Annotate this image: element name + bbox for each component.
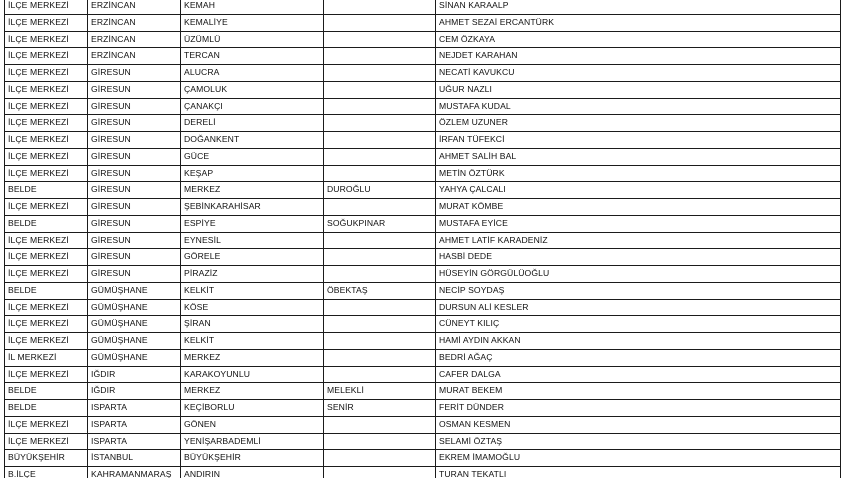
town-cell — [324, 299, 436, 316]
candidate-name-cell: HAMİ AYDIN AKKAN — [436, 333, 841, 350]
municipality-type-cell: İL MERKEZİ — [5, 349, 88, 366]
municipality-type-cell: İLÇE MERKEZİ — [5, 266, 88, 283]
town-cell — [324, 31, 436, 48]
table-row — [5, 98, 841, 115]
municipality-type-cell: İLÇE MERKEZİ — [5, 232, 88, 249]
district-cell: ÇANAKÇI — [181, 98, 324, 115]
town-cell — [324, 0, 436, 14]
district-cell: GÜCE — [181, 148, 324, 165]
town-cell — [324, 450, 436, 467]
district-cell: ÜZÜMLÜ — [181, 31, 324, 48]
table-row — [5, 433, 841, 450]
town-cell — [324, 132, 436, 149]
town-cell: DUROĞLU — [324, 182, 436, 199]
town-cell — [324, 366, 436, 383]
district-cell: ALUCRA — [181, 65, 324, 82]
municipality-type-cell: İLÇE MERKEZİ — [5, 249, 88, 266]
town-cell — [324, 249, 436, 266]
town-cell — [324, 199, 436, 216]
province-cell: ERZİNCAN — [88, 31, 181, 48]
municipality-type-cell: İLÇE MERKEZİ — [5, 98, 88, 115]
table-row — [5, 232, 841, 249]
town-cell — [324, 467, 436, 478]
candidate-name-cell: OSMAN KESMEN — [436, 416, 841, 433]
province-cell: ISPARTA — [88, 416, 181, 433]
candidate-name-cell: METİN ÖZTÜRK — [436, 165, 841, 182]
province-cell: ERZİNCAN — [88, 48, 181, 65]
province-cell: GÜMÜŞHANE — [88, 349, 181, 366]
town-cell: SOĞUKPINAR — [324, 215, 436, 232]
municipality-type-cell: İLÇE MERKEZİ — [5, 115, 88, 132]
table-row — [5, 65, 841, 82]
province-cell: GİRESUN — [88, 81, 181, 98]
table-row — [5, 416, 841, 433]
town-cell — [324, 433, 436, 450]
district-cell: ŞEBİNKARAHİSAR — [181, 199, 324, 216]
province-cell: GÜMÜŞHANE — [88, 333, 181, 350]
province-cell: GİRESUN — [88, 115, 181, 132]
town-cell — [324, 349, 436, 366]
municipality-type-cell: İLÇE MERKEZİ — [5, 148, 88, 165]
municipality-type-cell: İLÇE MERKEZİ — [5, 316, 88, 333]
municipality-type-cell: İLÇE MERKEZİ — [5, 0, 88, 14]
municipality-type-cell: İLÇE MERKEZİ — [5, 299, 88, 316]
province-cell: GİRESUN — [88, 132, 181, 149]
district-cell: KÖSE — [181, 299, 324, 316]
table-row — [5, 48, 841, 65]
town-cell — [324, 14, 436, 31]
province-cell: GİRESUN — [88, 249, 181, 266]
table-row — [5, 383, 841, 400]
candidate-name-cell: CEM ÖZKAYA — [436, 31, 841, 48]
table-row — [5, 0, 841, 14]
province-cell: GİRESUN — [88, 215, 181, 232]
candidate-name-cell: MUSTAFA KUDAL — [436, 98, 841, 115]
municipality-type-cell: BELDE — [5, 400, 88, 417]
table-row — [5, 81, 841, 98]
candidate-name-cell: CÜNEYT KILIÇ — [436, 316, 841, 333]
table-row — [5, 115, 841, 132]
province-cell: ERZİNCAN — [88, 14, 181, 31]
table-row — [5, 182, 841, 199]
municipality-type-cell: İLÇE MERKEZİ — [5, 48, 88, 65]
district-cell: PİRAZİZ — [181, 266, 324, 283]
town-cell — [324, 115, 436, 132]
municipality-type-cell: İLÇE MERKEZİ — [5, 14, 88, 31]
table-row — [5, 215, 841, 232]
municipality-type-cell: İLÇE MERKEZİ — [5, 132, 88, 149]
table-row — [5, 349, 841, 366]
candidate-name-cell: TURAN TEKATLI — [436, 467, 841, 478]
district-cell: YENİŞARBADEMLİ — [181, 433, 324, 450]
candidate-name-cell: ÖZLEM UZUNER — [436, 115, 841, 132]
district-cell: KEMALİYE — [181, 14, 324, 31]
district-cell: GÖRELE — [181, 249, 324, 266]
town-cell: ÖBEKTAŞ — [324, 282, 436, 299]
table-row — [5, 400, 841, 417]
province-cell: GİRESUN — [88, 199, 181, 216]
municipality-type-cell: İLÇE MERKEZİ — [5, 65, 88, 82]
district-cell: ÇAMOLUK — [181, 81, 324, 98]
candidate-name-cell: EKREM İMAMOĞLU — [436, 450, 841, 467]
province-cell: GÜMÜŞHANE — [88, 299, 181, 316]
town-cell — [324, 98, 436, 115]
municipality-type-cell: İLÇE MERKEZİ — [5, 31, 88, 48]
district-cell: ŞİRAN — [181, 316, 324, 333]
municipality-type-cell: BELDE — [5, 282, 88, 299]
candidate-name-cell: CAFER DALGA — [436, 366, 841, 383]
district-cell: ESPİYE — [181, 215, 324, 232]
province-cell: GİRESUN — [88, 182, 181, 199]
municipality-type-cell: İLÇE MERKEZİ — [5, 416, 88, 433]
candidate-name-cell: BEDRİ AĞAÇ — [436, 349, 841, 366]
district-cell: GÖNEN — [181, 416, 324, 433]
town-cell: MELEKLİ — [324, 383, 436, 400]
province-cell: ERZİNCAN — [88, 0, 181, 14]
district-cell: TERCAN — [181, 48, 324, 65]
table-row — [5, 366, 841, 383]
candidate-name-cell: NECATİ KAVUKCU — [436, 65, 841, 82]
candidate-name-cell: SELAMİ ÖZTAŞ — [436, 433, 841, 450]
district-cell: EYNESİL — [181, 232, 324, 249]
candidate-name-cell: AHMET SALİH BAL — [436, 148, 841, 165]
town-cell — [324, 416, 436, 433]
province-cell: ISPARTA — [88, 433, 181, 450]
town-cell — [324, 266, 436, 283]
town-cell — [324, 165, 436, 182]
municipality-type-cell: İLÇE MERKEZİ — [5, 333, 88, 350]
district-cell: KEÇİBORLU — [181, 400, 324, 417]
municipality-type-cell: BELDE — [5, 215, 88, 232]
table-row — [5, 316, 841, 333]
district-cell: MERKEZ — [181, 182, 324, 199]
province-cell: GİRESUN — [88, 148, 181, 165]
table-body — [5, 0, 841, 478]
candidate-name-cell: UĞUR NAZLI — [436, 81, 841, 98]
district-cell: KELKİT — [181, 333, 324, 350]
table-row — [5, 299, 841, 316]
town-cell — [324, 148, 436, 165]
candidate-name-cell: MURAT KÖMBE — [436, 199, 841, 216]
municipality-type-cell: BELDE — [5, 383, 88, 400]
candidate-name-cell: NECİP SOYDAŞ — [436, 282, 841, 299]
table-row — [5, 14, 841, 31]
candidate-name-cell: NEJDET KARAHAN — [436, 48, 841, 65]
table-row — [5, 199, 841, 216]
province-cell: GİRESUN — [88, 98, 181, 115]
table-row — [5, 282, 841, 299]
candidate-name-cell: MUSTAFA EYİCE — [436, 215, 841, 232]
table-row — [5, 148, 841, 165]
district-cell: KELKİT — [181, 282, 324, 299]
table-row — [5, 132, 841, 149]
table-row — [5, 249, 841, 266]
municipality-type-cell: İLÇE MERKEZİ — [5, 433, 88, 450]
town-cell — [324, 232, 436, 249]
province-cell: GİRESUN — [88, 165, 181, 182]
district-cell: BÜYÜKŞEHİR — [181, 450, 324, 467]
province-cell: KAHRAMANMARAŞ — [88, 467, 181, 478]
district-cell: MERKEZ — [181, 349, 324, 366]
candidate-name-cell: AHMET LATİF KARADENİZ — [436, 232, 841, 249]
candidate-name-cell: FERİT DÜNDER — [436, 400, 841, 417]
district-cell: KEMAH — [181, 0, 324, 14]
district-cell: MERKEZ — [181, 383, 324, 400]
table-row — [5, 467, 841, 478]
candidate-name-cell: HASBİ DEDE — [436, 249, 841, 266]
candidate-name-cell: DURSUN ALİ KESLER — [436, 299, 841, 316]
town-cell: SENİR — [324, 400, 436, 417]
town-cell — [324, 65, 436, 82]
district-cell: DERELİ — [181, 115, 324, 132]
province-cell: GÜMÜŞHANE — [88, 282, 181, 299]
municipality-type-cell: İLÇE MERKEZİ — [5, 165, 88, 182]
municipality-type-cell: B.İLÇE — [5, 467, 88, 478]
district-cell: DOĞANKENT — [181, 132, 324, 149]
municipality-type-cell: BÜYÜKŞEHİR — [5, 450, 88, 467]
municipality-type-cell: İLÇE MERKEZİ — [5, 199, 88, 216]
town-cell — [324, 316, 436, 333]
province-cell: İSTANBUL — [88, 450, 181, 467]
candidate-name-cell: HÜSEYİN GÖRGÜLÜOĞLU — [436, 266, 841, 283]
district-cell: ANDIRIN — [181, 467, 324, 478]
candidate-name-cell: MURAT BEKEM — [436, 383, 841, 400]
candidate-name-cell: AHMET SEZAİ ERCANTÜRK — [436, 14, 841, 31]
province-cell: GÜMÜŞHANE — [88, 316, 181, 333]
province-cell: IĞDIR — [88, 383, 181, 400]
province-cell: ISPARTA — [88, 400, 181, 417]
town-cell — [324, 81, 436, 98]
province-cell: IĞDIR — [88, 366, 181, 383]
district-cell: KEŞAP — [181, 165, 324, 182]
province-cell: GİRESUN — [88, 65, 181, 82]
table-row — [5, 31, 841, 48]
table-row — [5, 450, 841, 467]
municipality-type-cell: BELDE — [5, 182, 88, 199]
table-row — [5, 266, 841, 283]
candidate-table — [4, 0, 841, 478]
province-cell: GİRESUN — [88, 266, 181, 283]
province-cell: GİRESUN — [88, 232, 181, 249]
town-cell — [324, 333, 436, 350]
table-row — [5, 333, 841, 350]
town-cell — [324, 48, 436, 65]
municipality-type-cell: İLÇE MERKEZİ — [5, 366, 88, 383]
candidate-name-cell: YAHYA ÇALCALI — [436, 182, 841, 199]
candidate-name-cell: SİNAN KARAALP — [436, 0, 841, 14]
table-row — [5, 165, 841, 182]
district-cell: KARAKOYUNLU — [181, 366, 324, 383]
municipality-type-cell: İLÇE MERKEZİ — [5, 81, 88, 98]
candidate-name-cell: İRFAN TÜFEKCİ — [436, 132, 841, 149]
